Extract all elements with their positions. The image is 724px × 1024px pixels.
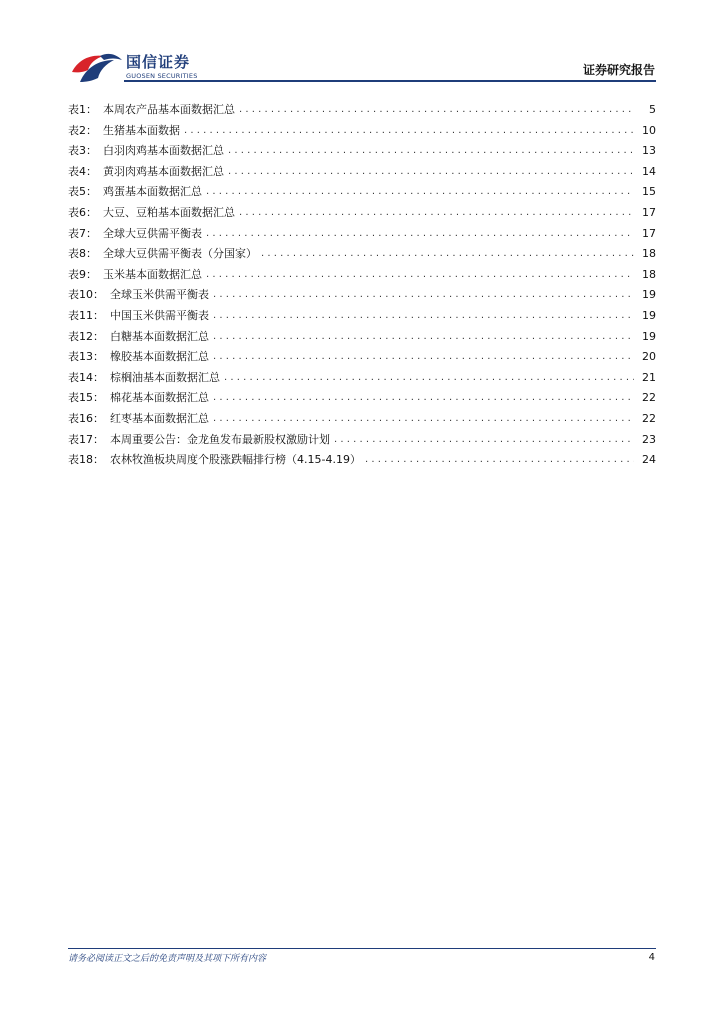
toc-leader-dots [213, 388, 634, 409]
toc-entry-title: 棕榈油基本面数据汇总 [110, 370, 220, 384]
toc-entry[interactable] [68, 224, 656, 245]
footer-divider [68, 948, 656, 949]
toc-entry-label: 表1： [68, 103, 97, 116]
toc-entry-title: 全球玉米供需平衡表 [110, 288, 209, 302]
brand-logo [70, 50, 220, 84]
toc-entry-title: 全球大豆供需平衡表 [103, 226, 202, 240]
toc-entry-title: 白羽肉鸡基本面数据汇总 [103, 144, 224, 158]
toc-entry-page: 23 [642, 432, 656, 446]
toc-leader-dots [213, 306, 634, 327]
toc-entry-title: 玉米基本面数据汇总 [103, 267, 202, 281]
toc-entry-label: 表7： [68, 226, 97, 240]
toc-leader-dots [206, 182, 634, 203]
toc-entry-label: 表2： [68, 123, 97, 137]
toc-entry-label: 表10： [68, 288, 104, 302]
toc-entry-page: 22 [642, 391, 656, 405]
toc-entry-title: 农林牧渔板块周度个股涨跌幅排行榜（4.15-4.19） [110, 453, 361, 467]
toc-entry[interactable] [68, 368, 656, 389]
toc-leader-dots [239, 100, 634, 121]
toc-leader-dots [213, 285, 634, 306]
toc-entry-label: 表4： [68, 164, 97, 178]
toc-entry-title: 红枣基本面数据汇总 [110, 411, 209, 425]
toc-leader-dots [365, 450, 634, 471]
toc-entry-title: 棉花基本面数据汇总 [110, 391, 209, 405]
toc-entry-page: 21 [642, 370, 656, 384]
toc-entry-label: 表11： [68, 308, 104, 322]
toc-entry[interactable] [68, 203, 656, 224]
toc-entry-title: 橡胶基本面数据汇总 [110, 350, 209, 364]
brand-name-en: GUOSEN SECURITIES [126, 72, 198, 80]
toc-entry[interactable] [68, 450, 656, 471]
page-header [0, 0, 724, 84]
toc-entry-title: 中国玉米供需平衡表 [110, 308, 209, 322]
table-of-tables [68, 100, 656, 471]
toc-entry-title: 全球大豆供需平衡表（分国家） [103, 247, 257, 261]
guosen-logo-icon [70, 50, 124, 84]
toc-leader-dots [206, 224, 634, 245]
toc-entry-label: 表18： [68, 453, 104, 467]
toc-entry-page: 24 [642, 453, 656, 467]
toc-entry[interactable] [68, 388, 656, 409]
toc-entry-label: 表5： [68, 185, 97, 199]
toc-entry-page: 18 [642, 247, 656, 261]
header-divider [124, 80, 656, 82]
toc-entry-label: 表3： [68, 144, 97, 158]
toc-entry-title: 本周农产品基本面数据汇总 [103, 103, 235, 116]
toc-entry-title: 白糖基本面数据汇总 [110, 329, 209, 343]
toc-entry[interactable] [68, 306, 656, 327]
toc-entry[interactable] [68, 327, 656, 348]
toc-leader-dots [224, 368, 634, 389]
toc-entry-page: 14 [642, 164, 656, 178]
toc-entry-title: 本周重要公告：金龙鱼发布最新股权激励计划 [110, 432, 330, 446]
toc-entry-label: 表13： [68, 350, 104, 364]
toc-leader-dots [213, 409, 634, 430]
toc-leader-dots [261, 244, 634, 265]
toc-leader-dots [213, 347, 634, 368]
toc-entry-label: 表16： [68, 411, 104, 425]
toc-leader-dots [239, 203, 634, 224]
toc-leader-dots [228, 162, 634, 183]
toc-entry[interactable] [68, 347, 656, 368]
toc-entry[interactable] [68, 121, 656, 142]
toc-entry[interactable] [68, 265, 656, 286]
toc-leader-dots [213, 327, 634, 348]
toc-entry-title: 鸡蛋基本面数据汇总 [103, 185, 202, 199]
toc-entry-page: 19 [642, 329, 656, 343]
report-type-label: 证券研究报告 [582, 63, 655, 77]
brand-name-cn: 国信证券 [126, 53, 191, 71]
toc-entry-page: 10 [642, 123, 656, 137]
page-number: 4 [648, 952, 655, 963]
toc-entry-label: 表12： [68, 329, 104, 343]
toc-entry-page: 17 [642, 205, 656, 219]
toc-leader-dots [334, 430, 634, 451]
toc-entry[interactable] [68, 409, 656, 430]
toc-entry[interactable] [68, 162, 656, 183]
toc-entry-page: 17 [642, 226, 656, 240]
toc-entry-page: 22 [642, 411, 656, 425]
toc-entry-label: 表6： [68, 205, 97, 219]
toc-entry[interactable] [68, 100, 656, 121]
toc-entry[interactable] [68, 244, 656, 265]
toc-entry[interactable] [68, 182, 656, 203]
toc-entry-label: 表14： [68, 370, 104, 384]
toc-entry-label: 表15： [68, 391, 104, 405]
toc-entry[interactable] [68, 430, 656, 451]
toc-entry-page: 18 [642, 267, 656, 281]
toc-entry-page: 15 [642, 185, 656, 199]
toc-entry-label: 表17： [68, 432, 104, 446]
toc-leader-dots [206, 265, 634, 286]
toc-leader-dots [184, 121, 634, 142]
toc-entry-page: 19 [642, 288, 656, 302]
toc-entry-page: 5 [649, 103, 656, 116]
toc-entry-page: 20 [642, 350, 656, 364]
toc-entry-label: 表8： [68, 247, 97, 261]
toc-leader-dots [228, 141, 634, 162]
toc-entry-label: 表9： [68, 267, 97, 281]
footer-disclaimer: 请务必阅读正文之后的免责声明及其项下所有内容 [68, 954, 267, 964]
toc-entry-page: 13 [642, 144, 656, 158]
toc-entry-title: 大豆、豆粕基本面数据汇总 [103, 205, 235, 219]
toc-entry[interactable] [68, 141, 656, 162]
toc-entry-title: 黄羽肉鸡基本面数据汇总 [103, 164, 224, 178]
toc-entry-page: 19 [642, 308, 656, 322]
toc-entry-title: 生猪基本面数据 [103, 123, 180, 137]
toc-entry[interactable] [68, 285, 656, 306]
